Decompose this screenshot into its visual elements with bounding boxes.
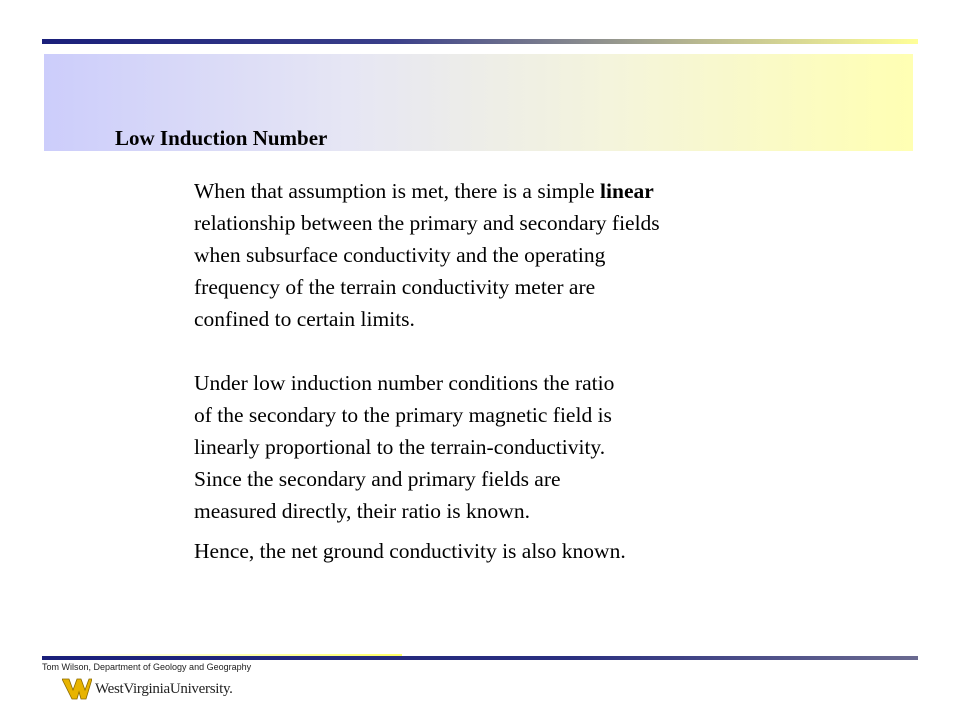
paragraph-2-line-3: linearly proportional to the terrain-conductivity.	[194, 435, 606, 459]
paragraph-1-line-5: confined to certain limits.	[194, 307, 415, 331]
wvu-logo	[62, 676, 233, 702]
paragraph-3-line-1: Hence, the net ground conductivity is also known.	[194, 539, 626, 563]
slide-body	[194, 175, 814, 567]
paragraph-2	[194, 367, 814, 527]
paragraph-2-line-1: Under low induction number conditions the ratio	[194, 371, 615, 395]
paragraph-2-line-2: of the secondary to the primary magnetic field is	[194, 403, 612, 427]
bottom-divider	[42, 656, 918, 660]
wvu-flying-wv-icon	[62, 678, 92, 700]
paragraph-1-line-4: frequency of the terrain conductivity meter are	[194, 275, 596, 299]
wvu-logo-text: WestVirginiaUniversity.	[95, 680, 233, 697]
paragraph-1-line-1-text: When that assumption is met, there is a simple	[194, 179, 601, 203]
paragraph-1-line-2: relationship between the primary and secondary fields	[194, 211, 660, 235]
paragraph-1-line-1	[194, 175, 814, 207]
emphasis-linear: linear	[600, 179, 654, 203]
paragraph-1-line-3: when subsurface conductivity and the operating	[194, 243, 606, 267]
top-divider	[42, 39, 918, 44]
paragraph-2-line-4: Since the secondary and primary fields are	[194, 467, 561, 491]
bottom-divider-highlight	[42, 654, 402, 656]
footer-credit: Tom Wilson, Department of Geology and Geography	[42, 662, 252, 672]
slide-title: Low Induction Number	[115, 126, 328, 150]
paragraph-3	[194, 535, 814, 567]
paragraph-1	[194, 175, 814, 335]
paragraph-2-line-5: measured directly, their ratio is known.	[194, 499, 530, 523]
